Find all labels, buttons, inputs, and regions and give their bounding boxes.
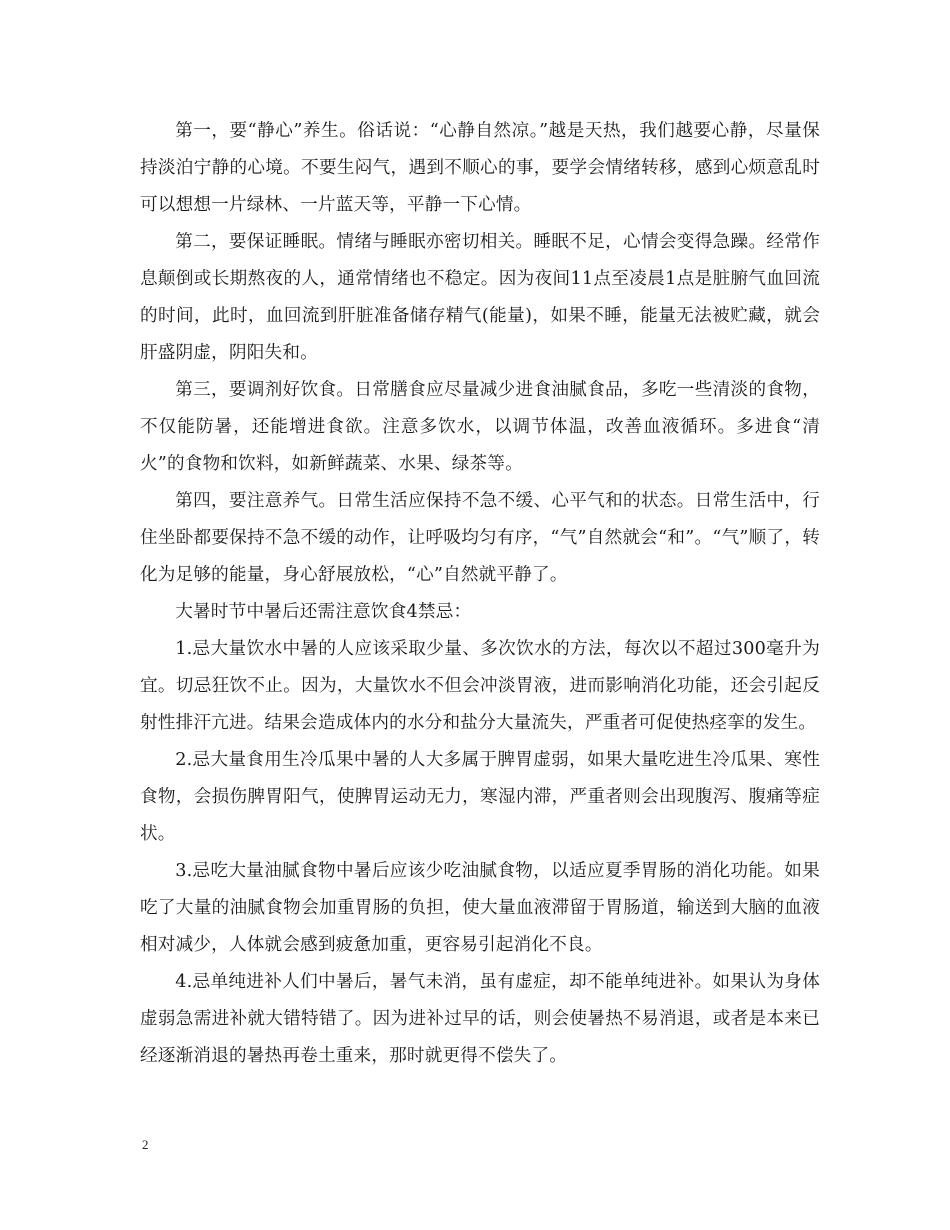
document-body — [140, 113, 820, 1075]
paragraph-taboo-1: 1.忌大量饮水中暑的人应该采取少量、多次饮水的方法，每次以不超过300毫升为宜。切忌狂饮不止。因为，大量饮水不但会冲淡胃液，进而影响消化功能，还会引起反射性排汗亢进。结果会造成体内的水分和盐分大量流失，严重者可促使热痉挛的发生。 — [140, 639, 820, 733]
paragraph-diet: 第三，要调剂好饮食。日常膳食应尽量减少进食油腻食品，多吃一些清淡的食物，不仅能防暑，还能增进食欲。注意多饮水，以调节体温，改善血液循环。多进食“清火”的食物和饮料，如新鲜蔬菜、水果、绿茶等。 — [140, 380, 820, 474]
page-number: 2 — [142, 1137, 149, 1152]
paragraph-qi: 第四，要注意养气。日常生活应保持不急不缓、心平气和的状态。日常生活中，行住坐卧都要保持不急不缓的动作，让呼吸均匀有序，“气”自然就会“和”。“气”顺了，转化为足够的能量，身心舒展放松，“心”自然就平静了。 — [140, 491, 820, 585]
paragraph-taboo-4: 4.忌单纯进补人们中暑后，暑气未消，虽有虚症，却不能单纯进补。如果认为身体虚弱急需进补就大错特错了。因为进补过早的话，则会使暑热不易消退，或者是本来已经逐渐消退的暑热再卷土重来，那时就更得不偿失了。 — [140, 972, 820, 1066]
paragraph-taboos-heading: 大暑时节中暑后还需注意饮食4禁忌： — [175, 602, 472, 622]
paragraph-taboo-2: 2.忌大量食用生冷瓜果中暑的人大多属于脾胃虚弱，如果大量吃进生冷瓜果、寒性食物，会损伤脾胃阳气，使脾胃运动无力，寒湿内滞，严重者则会出现腹泻、腹痛等症状。 — [140, 750, 820, 844]
paragraph-sleep: 第二，要保证睡眠。情绪与睡眠亦密切相关。睡眠不足，心情会变得急躁。经常作息颠倒或长期熬夜的人，通常情绪也不稳定。因为夜间11点至凌晨1点是脏腑气血回流的时间，此时，血回流到肝脏准备储存精气(能量)，如果不睡，能量无法被贮藏，就会肝盛阴虚，阴阳失和。 — [140, 232, 820, 363]
paragraph-calm-mind: 第一，要“静心”养生。俗话说：“心静自然凉。”越是天热，我们越要心静，尽量保持淡泊宁静的心境。不要生闷气，遇到不顺心的事，要学会情绪转移，感到心烦意乱时可以想想一片绿林、一片蓝天等，平静一下心情。 — [140, 121, 820, 215]
paragraph-taboo-3: 3.忌吃大量油腻食物中暑后应该少吃油腻食物，以适应夏季胃肠的消化功能。如果吃了大量的油腻食物会加重胃肠的负担，使大量血液滞留于胃肠道，输送到大脑的血液相对减少，人体就会感到疲惫加重，更容易引起消化不良。 — [140, 861, 820, 955]
